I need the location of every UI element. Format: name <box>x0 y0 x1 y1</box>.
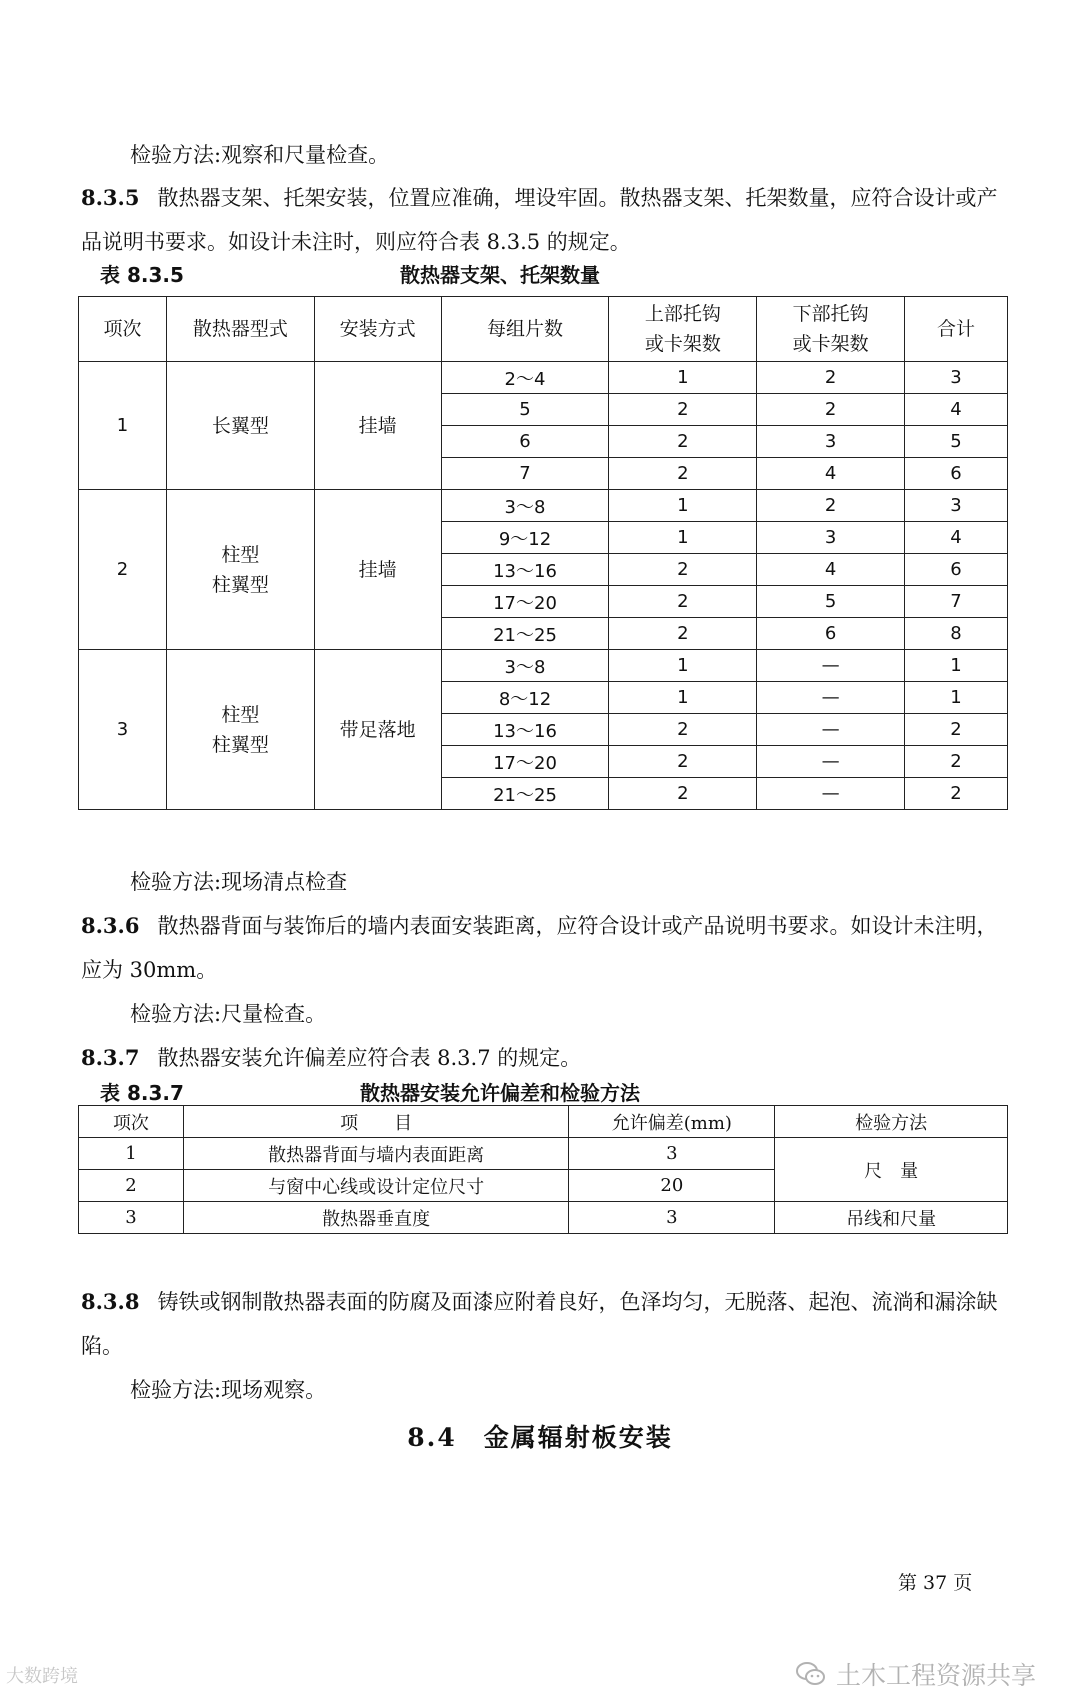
table-8-3-5-label: 表 8.3.5 <box>100 263 184 287</box>
table-cell-method-merged: 尺 量 <box>775 1138 1008 1202</box>
table-cell: 3 <box>569 1202 775 1234</box>
table-cell: 3 <box>905 362 1008 394</box>
table-cell: 8 <box>905 618 1008 650</box>
table-cell: 21～25 <box>441 618 609 650</box>
table-cell: 6 <box>441 426 609 458</box>
group-index-cell: 1 <box>79 362 167 490</box>
clause-number-8-3-8: 8.3.8 <box>81 1289 140 1314</box>
table-cell: — <box>757 714 905 746</box>
table-cell: — <box>757 650 905 682</box>
table-header-row <box>79 297 1008 362</box>
table-cell: 2 <box>609 458 757 490</box>
watermark-right <box>796 1656 1036 1692</box>
paragraph-inspection-method-4: 检验方法:现场观察。 <box>130 1378 327 1402</box>
table-cell: 1 <box>905 682 1008 714</box>
table-cell: 4 <box>757 554 905 586</box>
group-index-cell: 2 <box>79 490 167 650</box>
table-cell: 5 <box>441 394 609 426</box>
table-row <box>79 1202 1008 1234</box>
header-cell: 合计 <box>905 297 1008 362</box>
table-cell: 与窗中心线或设计定位尺寸 <box>183 1170 569 1202</box>
table-cell: 2 <box>757 362 905 394</box>
table-cell: 3 <box>757 426 905 458</box>
table-cell: 4 <box>905 522 1008 554</box>
table-cell: 2 <box>905 714 1008 746</box>
table-cell: 2 <box>609 426 757 458</box>
paragraph-inspection-method-1: 检验方法:观察和尺量检查。 <box>130 143 390 167</box>
group-type-cell: 柱型 柱翼型 <box>166 650 314 810</box>
clause-text-8-3-5: 散热器支架、托架安装，位置应准确，埋设牢固。散热器支架、托架数量，应符合设计或产品说明书要求。如设计未注时，则应符合表 8.3.5 的规定。 <box>81 186 998 254</box>
table-row <box>79 362 1008 394</box>
table-cell: 1 <box>609 490 757 522</box>
group-mount-cell: 挂墙 <box>314 362 441 490</box>
table-8-3-7-title: 散热器安装允许偏差和检验方法 <box>360 1081 640 1105</box>
table-cell: 17～20 <box>441 746 609 778</box>
clause-text-8-3-7: 散热器安装允许偏差应符合表 8.3.7 的规定。 <box>157 1046 582 1070</box>
table-cell: 21～25 <box>441 778 609 810</box>
page-number: 第 37 页 <box>898 1572 973 1594</box>
header-cell: 允许偏差(mm) <box>569 1106 775 1138</box>
table-row <box>79 650 1008 682</box>
table-cell: 3 <box>757 522 905 554</box>
table-cell: 3～8 <box>441 650 609 682</box>
table-cell: — <box>757 746 905 778</box>
table-cell: 2 <box>609 778 757 810</box>
header-cell: 上部托钩 或卡架数 <box>609 297 757 362</box>
clause-text-8-3-8: 铸铁或钢制散热器表面的防腐及面漆应附着良好，色泽均匀，无脱落、起泡、流淌和漏涂缺陷。 <box>81 1290 998 1358</box>
table-cell: 5 <box>905 426 1008 458</box>
clause-text-8-3-6: 散热器背面与装饰后的墙内表面安装距离，应符合设计或产品说明书要求。如设计未注明，应为 30mm。 <box>81 914 998 982</box>
table-cell: 1 <box>609 522 757 554</box>
header-cell: 每组片数 <box>441 297 609 362</box>
table-cell: 17～20 <box>441 586 609 618</box>
table-cell: 2 <box>757 490 905 522</box>
header-cell: 下部托钩 或卡架数 <box>757 297 905 362</box>
table-cell: 2 <box>905 746 1008 778</box>
paragraph-inspection-method-3: 检验方法:尺量检查。 <box>130 1002 327 1026</box>
table-cell: 1 <box>609 650 757 682</box>
table-row <box>79 1138 1008 1170</box>
table-cell: 4 <box>757 458 905 490</box>
paragraph-8-3-7 <box>81 1036 1011 1080</box>
group-mount-cell: 挂墙 <box>314 490 441 650</box>
table-row <box>79 490 1008 522</box>
table-8-3-5-title: 散热器支架、托架数量 <box>400 263 600 287</box>
paragraph-8-3-6 <box>81 904 1011 992</box>
table-cell: 2 <box>609 554 757 586</box>
table-cell: 6 <box>905 554 1008 586</box>
table-cell: 2 <box>609 394 757 426</box>
table-cell: 5 <box>757 586 905 618</box>
clause-number-8-3-6: 8.3.6 <box>81 913 140 938</box>
table-cell: 3 <box>905 490 1008 522</box>
table-cell: 散热器垂直度 <box>183 1202 569 1234</box>
group-index-cell: 3 <box>79 650 167 810</box>
table-cell: 2 <box>609 714 757 746</box>
paragraph-inspection-method-2: 检验方法:现场清点检查 <box>130 870 348 894</box>
table-cell: — <box>757 682 905 714</box>
table-cell: — <box>757 778 905 810</box>
table-cell: 2 <box>757 394 905 426</box>
table-cell: 2 <box>79 1170 184 1202</box>
header-cell: 项 目 <box>183 1106 569 1138</box>
header-cell: 项次 <box>79 1106 184 1138</box>
table-cell: 1 <box>905 650 1008 682</box>
table-cell: 1 <box>609 682 757 714</box>
header-cell: 项次 <box>79 297 167 362</box>
header-cell: 散热器型式 <box>166 297 314 362</box>
table-cell: 13～16 <box>441 714 609 746</box>
clause-number-8-3-5: 8.3.5 <box>81 185 140 210</box>
table-cell: 1 <box>79 1138 184 1170</box>
table-cell: 13～16 <box>441 554 609 586</box>
header-cell: 安装方式 <box>314 297 441 362</box>
watermark-left: 大数跨境 <box>6 1666 78 1687</box>
table-cell: 2 <box>609 746 757 778</box>
group-mount-cell: 带足落地 <box>314 650 441 810</box>
clause-number-8-3-7: 8.3.7 <box>81 1045 140 1070</box>
table-cell: 1 <box>609 362 757 394</box>
table-cell: 7 <box>441 458 609 490</box>
table-cell-method: 吊线和尺量 <box>775 1202 1008 1234</box>
table-cell: 3～8 <box>441 490 609 522</box>
paragraph-8-3-5 <box>81 176 1011 264</box>
group-type-cell: 长翼型 <box>166 362 314 490</box>
section-title: 8.4 金属辐射板安装 <box>407 1423 673 1452</box>
table-cell: 6 <box>905 458 1008 490</box>
table-cell: 2 <box>609 586 757 618</box>
group-type-cell: 柱型 柱翼型 <box>166 490 314 650</box>
table-cell: 4 <box>905 394 1008 426</box>
wechat-icon <box>796 1661 826 1687</box>
table-cell: 2 <box>905 778 1008 810</box>
table-cell: 2 <box>609 618 757 650</box>
header-cell: 检验方法 <box>775 1106 1008 1138</box>
table-cell: 6 <box>757 618 905 650</box>
table-8-3-7 <box>78 1105 1008 1234</box>
table-cell: 2～4 <box>441 362 609 394</box>
table-cell: 9～12 <box>441 522 609 554</box>
table-cell: 散热器背面与墙内表面距离 <box>183 1138 569 1170</box>
table-cell: 3 <box>79 1202 184 1234</box>
table-cell: 20 <box>569 1170 775 1202</box>
paragraph-8-3-8 <box>81 1280 1011 1368</box>
table-cell: 3 <box>569 1138 775 1170</box>
table-header-row <box>79 1106 1008 1138</box>
table-cell: 8～12 <box>441 682 609 714</box>
table-8-3-7-label: 表 8.3.7 <box>100 1081 184 1105</box>
table-8-3-5 <box>78 296 1008 810</box>
watermark-right-text: 土木工程资源共享 <box>836 1661 1037 1690</box>
table-cell: 7 <box>905 586 1008 618</box>
